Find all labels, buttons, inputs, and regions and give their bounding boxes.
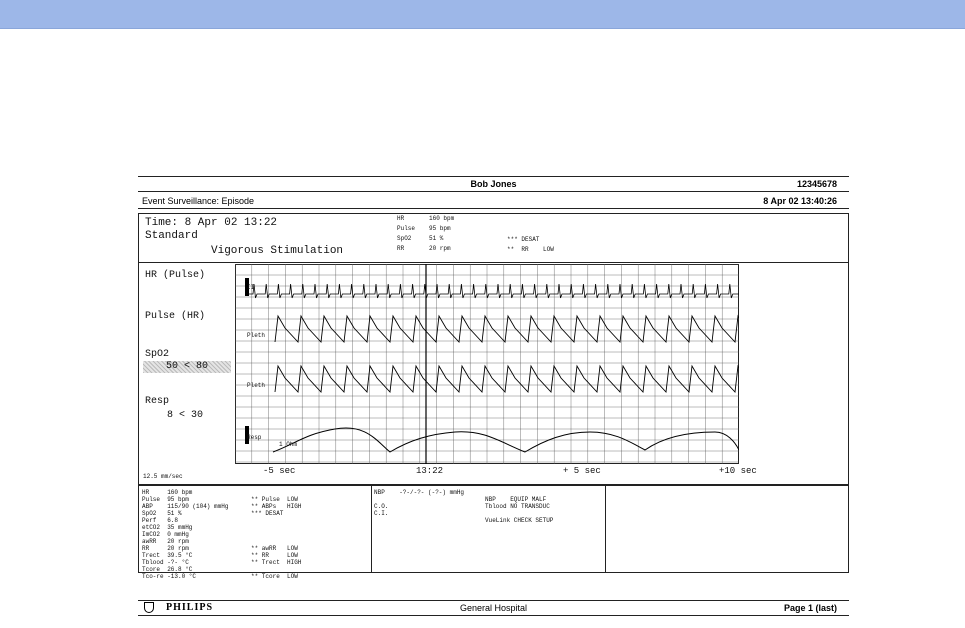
episode-panel bbox=[138, 213, 849, 485]
resp-scale: 1 Ohm bbox=[279, 441, 298, 448]
report-footer bbox=[138, 600, 849, 616]
patient-id: 12345678 bbox=[796, 179, 837, 189]
report-header-row-1 bbox=[138, 176, 849, 192]
time-axis-label: -5 sec bbox=[263, 466, 296, 476]
report-header-row-2 bbox=[138, 194, 849, 209]
vital-row: RR 20 rpm bbox=[397, 245, 451, 252]
time-axis-label: 13:22 bbox=[416, 466, 444, 476]
patient-name: Bob Jones bbox=[470, 179, 517, 189]
report-title: Event Surveillance: Episode bbox=[142, 196, 255, 206]
technical-alarms: NBP EQUIP MALF Tblood NO TRANSDUC VueLink CHECK SETUP bbox=[485, 496, 554, 524]
page-number: Page 1 (last) bbox=[783, 603, 837, 613]
resp-label: Resp bbox=[145, 396, 170, 407]
vital-row: SpO2 51 % bbox=[397, 235, 444, 242]
pleth-wave bbox=[275, 316, 739, 342]
spo2-alarm-limits: 50 < 80 bbox=[143, 361, 231, 373]
alarm-desat: *** DESAT bbox=[507, 236, 540, 243]
episode-vitals bbox=[397, 215, 454, 252]
pleth-wave-2 bbox=[275, 366, 739, 392]
sweep-speed: 12.5 mm/sec bbox=[143, 473, 183, 480]
title-bar bbox=[0, 0, 965, 29]
pulse-hr-label: Pulse (HR) bbox=[145, 311, 206, 322]
spo2-label: SpO2 bbox=[145, 349, 170, 360]
divider bbox=[371, 486, 372, 572]
resp-alarm-limits: 8 < 30 bbox=[167, 410, 204, 421]
alarm-rr-low: ** RR LOW bbox=[507, 246, 554, 253]
waveform-grid bbox=[235, 264, 739, 464]
divider bbox=[139, 262, 848, 263]
numerics-alarms: ** Pulse LOW ** ABPs HIGH *** DESAT ** awRR LOW ** RR LOW ** Trect HIGH ** Tcore LOW bbox=[251, 496, 302, 580]
channel-label-ii: II bbox=[247, 284, 255, 291]
hr-pulse-label: HR (Pulse) bbox=[145, 270, 206, 281]
event-report-page bbox=[138, 176, 849, 612]
brand-logo: PHILIPS bbox=[166, 602, 214, 613]
nbp-values: NBP -?-/-?- (-?-) mmHg C.O. C.I. bbox=[374, 489, 465, 517]
divider bbox=[605, 486, 606, 572]
channel-label-pleth: Pleth bbox=[247, 332, 266, 339]
hospital-name: General Hospital bbox=[459, 603, 528, 613]
time-axis-label: + 5 sec bbox=[563, 466, 601, 476]
vital-row: Pulse 95 bpm bbox=[397, 225, 451, 232]
printed-time: 8 Apr 02 13:40:26 bbox=[763, 196, 837, 206]
vital-row: HR 160 bpm bbox=[397, 215, 455, 222]
numerics-values: HR 160 bpm Pulse 95 bpm ABP 115/90 (104) mmHg SpO2 51 % Perf 6.8 etCO2 35 mmHg ImCO2 0 mmHg awRR 20 rpm RR 20 rpm Trect 39.5 °C Tblood -?- °C Tcore 26.8 °C Tco-re -13.0 °C bbox=[142, 489, 229, 580]
time-axis-label: +10 sec bbox=[719, 466, 757, 476]
episode-annotation: Vigorous Stimulation bbox=[211, 245, 344, 257]
numerics-panel bbox=[138, 485, 849, 580]
episode-time: Time: 8 Apr 02 13:22 bbox=[145, 217, 278, 229]
channel-label-resp: Resp bbox=[247, 434, 262, 441]
episode-group: Standard bbox=[145, 230, 198, 242]
channel-label-pleth: Pleth bbox=[247, 382, 266, 389]
